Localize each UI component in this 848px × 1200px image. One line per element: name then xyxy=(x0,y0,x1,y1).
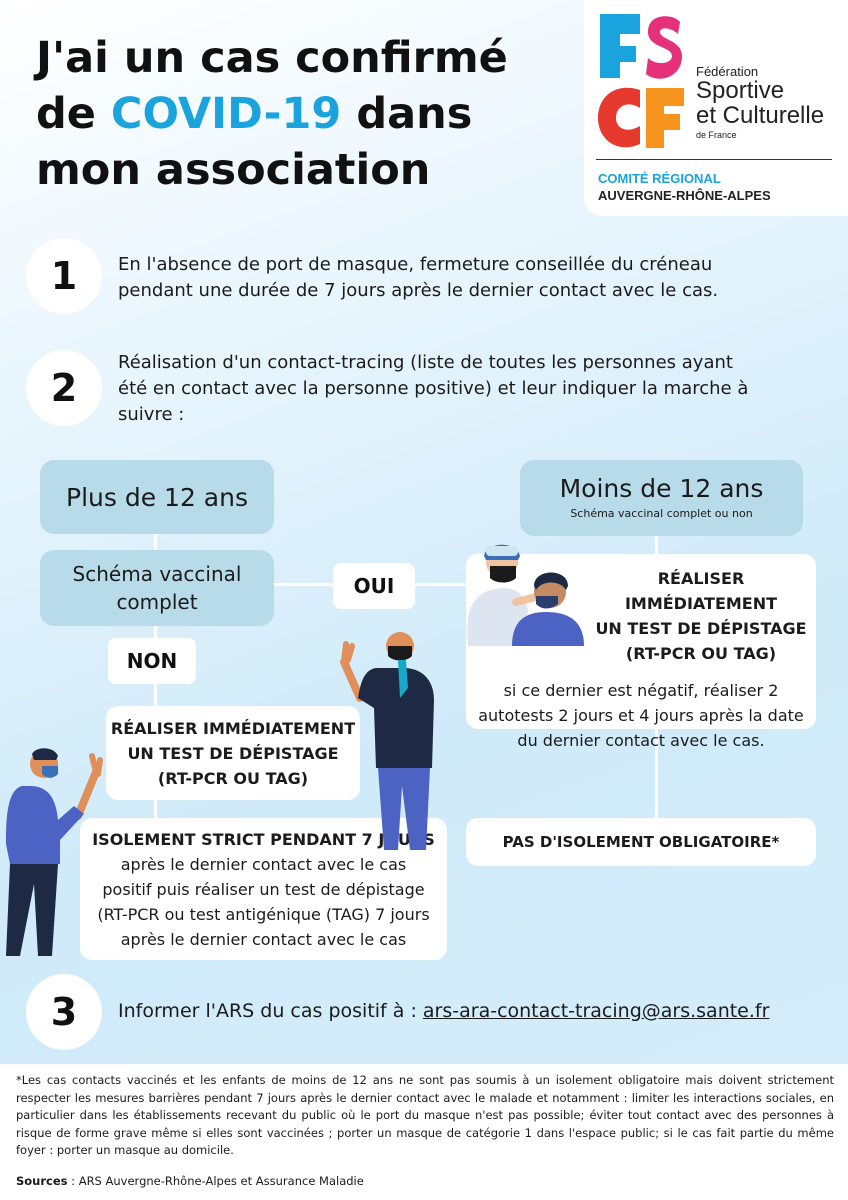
oui-label: OUI xyxy=(333,563,415,609)
covid-test-illustration xyxy=(450,538,590,646)
moins-12-header: Moins de 12 ans Schéma vaccinal complet ou non xyxy=(520,460,803,536)
step-3-number: 3 xyxy=(26,974,102,1050)
non-label: NON xyxy=(108,638,196,684)
logo-divider xyxy=(596,159,832,160)
schema-vaccinal-box: Schéma vaccinal complet xyxy=(40,550,274,626)
isolement-strict-box: ISOLEMENT STRICT PENDANT 7 JOURS après le dernier contact avec le cas positif puis réaliser un test de dépistage (RT-PCR ou test antigénique (TAG) 7 jours après le dernier contact avec le cas xyxy=(80,818,447,960)
step-1-text: En l'absence de port de masque, fermeture conseillée du créneau pendant une durée de 7 jours après le dernier contact avec le cas. xyxy=(118,254,719,301)
test-depistage-right: RÉALISER IMMÉDIATEMENT UN TEST DE DÉPISTAGE (RT-PCR OU TAG) si ce dernier est négatif, réaliser 2 autotests 2 jours et 4 jours après la date du dernier contact avec le cas. xyxy=(466,554,816,729)
step-3-text: Informer l'ARS du cas positif à : ars-ara-contact-tracing@ars.sante.fr xyxy=(118,1000,770,1022)
step-2-number: 2 xyxy=(26,350,102,426)
step-1-number: 1 xyxy=(26,238,102,314)
logo-card: Fédération Sportive et Culturelle de France COMITÉ RÉGIONAL AUVERGNE-RHÔNE-ALPES xyxy=(584,0,848,216)
masked-man-waving-left-icon xyxy=(0,744,104,960)
plus-12-header: Plus de 12 ans xyxy=(40,460,274,534)
test-depistage-left: RÉALISER IMMÉDIATEMENT UN TEST DE DÉPISTAGE (RT-PCR OU TAG) xyxy=(106,706,360,800)
ars-email-link[interactable]: ars-ara-contact-tracing@ars.sante.fr xyxy=(422,1000,770,1022)
pas-isolement-box: PAS D'ISOLEMENT OBLIGATOIRE* xyxy=(466,818,816,866)
fscf-logo-icon xyxy=(596,12,684,152)
page-title: J'ai un cas confirmé de COVID-19 dans mon association xyxy=(36,33,508,195)
masked-man-waving-icon xyxy=(340,628,440,854)
sources: Sources : ARS Auvergne-Rhône-Alpes et Assurance Maladie xyxy=(16,1174,364,1188)
step-2-text: Réalisation d'un contact-tracing (liste de toutes les personnes ayant été en contact avec la personne positive) et leur indiquer la marche à suivre : xyxy=(118,352,749,425)
footnote: *Les cas contacts vaccinés et les enfants de moins de 12 ans ne sont pas soumis à un isolement obligatoire mais doivent strictement respecter les mesures barrières pendant 7 jours après le dernier contact avec le malade et notamment : limiter les interactions sociales, en particulier dans les établissements recevant du public où le port du masque n'est pas possible; éviter tout contact avec des personnes à risque de forme grave même si elles sont vaccinées ; porter un masque de catégorie 1 dans l'espace public; si le cas fait partie du même foyer : porter un masque au domicile. xyxy=(16,1073,834,1157)
title-highlight: COVID-19 xyxy=(110,89,342,139)
